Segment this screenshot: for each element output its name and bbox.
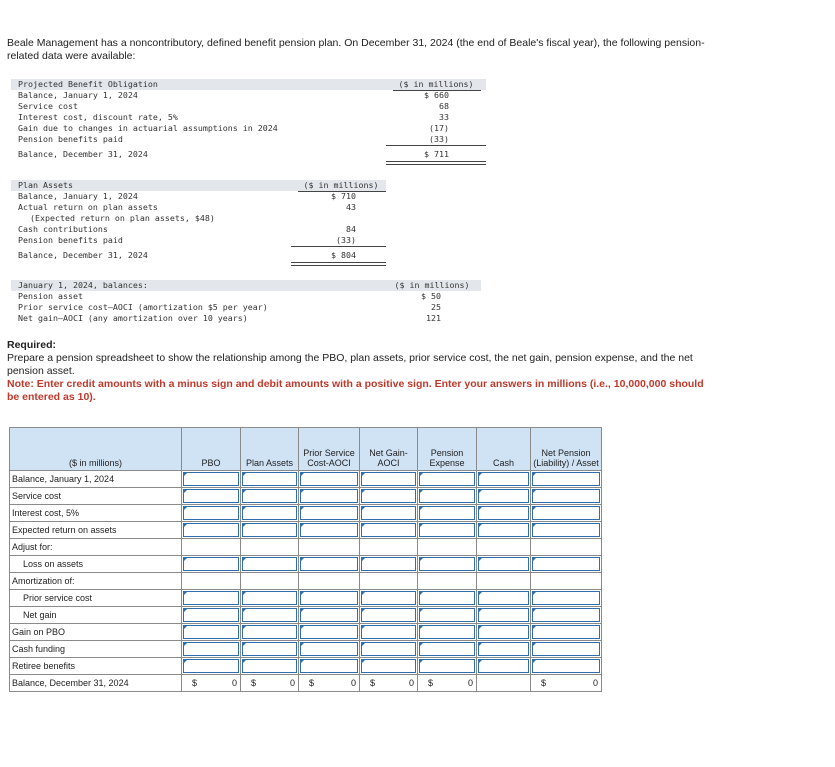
amount-input-cell[interactable]	[477, 641, 531, 658]
amount-input-cell[interactable]	[360, 556, 418, 573]
required-heading: Required:	[7, 339, 57, 351]
amount-input-cell[interactable]	[418, 590, 477, 607]
amount-input-cell[interactable]	[477, 607, 531, 624]
amount-input[interactable]	[419, 506, 475, 520]
pbo-unit-header: ($ in millions)	[398, 79, 474, 89]
amount-input[interactable]	[300, 472, 358, 486]
amount-input[interactable]	[419, 489, 475, 503]
plan-assets-row-value: 84	[346, 224, 356, 234]
currency-sign: $	[428, 678, 434, 688]
col-header-pbo: PBO	[182, 428, 241, 471]
pbo-row-value: $ 711	[424, 149, 449, 159]
pbo-row-value: 68	[439, 101, 449, 111]
amount-input[interactable]	[183, 523, 239, 537]
amount-input-cell[interactable]	[477, 556, 531, 573]
total-cell	[418, 675, 477, 692]
amount-input-cell[interactable]	[477, 505, 531, 522]
amount-input[interactable]	[300, 642, 358, 656]
total-cell	[299, 675, 360, 692]
row-label: Amortization of:	[10, 573, 182, 590]
col-header-prior-service-cost: Prior Service Cost-AOCI	[299, 428, 360, 471]
balances-row-label: Net gain—AOCI (any amortization over 10 years)	[18, 313, 248, 323]
amount-input-cell[interactable]	[360, 488, 418, 505]
total-cell	[531, 675, 602, 692]
currency-sign: $	[370, 678, 376, 688]
amount-input[interactable]	[478, 642, 529, 656]
table-row	[10, 573, 602, 590]
empty-cell	[477, 573, 531, 590]
amount-input-cell[interactable]	[299, 658, 360, 675]
amount-input-cell[interactable]	[531, 488, 602, 505]
balances-row-label: Prior service cost—AOCI (amortization $5 per year)	[18, 302, 268, 312]
plan-assets-row-label: Cash contributions	[18, 224, 108, 234]
amount-input-cell[interactable]	[418, 641, 477, 658]
amount-input-cell[interactable]	[418, 471, 477, 488]
amount-input-cell[interactable]	[418, 658, 477, 675]
empty-cell	[418, 539, 477, 556]
amount-input-cell[interactable]	[360, 590, 418, 607]
amount-input[interactable]	[419, 557, 475, 571]
col-header-net-gain: Net Gain-AOCI	[360, 428, 418, 471]
table-row	[10, 641, 602, 658]
amount-input-cell[interactable]	[477, 624, 531, 641]
amount-input-cell[interactable]	[477, 658, 531, 675]
amount-input-cell[interactable]	[299, 488, 360, 505]
total-cell	[477, 675, 531, 692]
amount-input-cell[interactable]	[531, 471, 602, 488]
amount-input-cell[interactable]	[477, 488, 531, 505]
amount-input[interactable]	[419, 625, 475, 639]
plan-assets-row-label: (Expected return on plan assets, $48)	[30, 213, 215, 223]
total-cell	[360, 675, 418, 692]
plan-assets-row-value: (33)	[336, 235, 356, 245]
row-label: Expected return on assets	[10, 522, 182, 539]
amount-input-cell[interactable]	[360, 471, 418, 488]
amount-input-cell[interactable]	[299, 624, 360, 641]
amount-input-cell[interactable]	[241, 556, 299, 573]
amount-input[interactable]	[478, 591, 529, 605]
amount-input-cell[interactable]	[182, 641, 241, 658]
amount-input[interactable]	[478, 506, 529, 520]
currency-sign: $	[251, 678, 257, 688]
amount-input-cell[interactable]	[299, 607, 360, 624]
amount-input[interactable]	[532, 642, 600, 656]
total-value: 0	[350, 678, 356, 688]
amount-input[interactable]	[183, 557, 239, 571]
row-label: Net gain	[10, 607, 182, 624]
table-row	[10, 505, 602, 522]
currency-sign: $	[309, 678, 315, 688]
amount-input-cell[interactable]	[182, 590, 241, 607]
total-value: 0	[592, 678, 598, 688]
empty-cell	[299, 539, 360, 556]
amount-input-cell[interactable]	[241, 658, 299, 675]
amount-input[interactable]	[183, 591, 239, 605]
col-header-pension-expense: Pension Expense	[418, 428, 477, 471]
amount-input-cell[interactable]	[241, 471, 299, 488]
plan-assets-row-label: Balance, December 31, 2024	[18, 250, 148, 260]
balances-row-value: 25	[431, 302, 441, 312]
amount-input[interactable]	[532, 659, 600, 673]
amount-input[interactable]	[242, 489, 297, 503]
amount-input[interactable]	[242, 608, 297, 622]
amount-input-cell[interactable]	[418, 505, 477, 522]
empty-cell	[477, 539, 531, 556]
amount-input-cell[interactable]	[531, 522, 602, 539]
amount-input[interactable]	[183, 625, 239, 639]
amount-input[interactable]	[242, 506, 297, 520]
empty-cell	[241, 539, 299, 556]
row-label: Balance, December 31, 2024	[10, 675, 182, 692]
total-value: 0	[231, 678, 237, 688]
amount-input[interactable]	[532, 506, 600, 520]
amount-input[interactable]	[361, 472, 416, 486]
amount-input[interactable]	[419, 472, 475, 486]
amount-input-cell[interactable]	[531, 641, 602, 658]
plan-assets-unit-header: ($ in millions)	[303, 180, 379, 190]
plan-assets-row-label: Pension benefits paid	[18, 235, 123, 245]
amount-input-cell[interactable]	[531, 556, 602, 573]
amount-input[interactable]	[532, 557, 600, 571]
row-label: Loss on assets	[10, 556, 182, 573]
amount-input[interactable]	[300, 506, 358, 520]
amount-input-cell[interactable]	[360, 624, 418, 641]
amount-input[interactable]	[242, 625, 297, 639]
amount-input-cell[interactable]	[241, 641, 299, 658]
row-label: Prior service cost	[10, 590, 182, 607]
empty-cell	[182, 539, 241, 556]
pension-spreadsheet	[9, 427, 602, 692]
amount-input[interactable]	[361, 523, 416, 537]
row-label: Gain on PBO	[10, 624, 182, 641]
total-value: 0	[467, 678, 473, 688]
pbo-title: Projected Benefit Obligation	[18, 79, 158, 89]
amount-input[interactable]	[183, 642, 239, 656]
amount-input-cell[interactable]	[477, 471, 531, 488]
balances-row-value: $ 50	[421, 291, 441, 301]
amount-input[interactable]	[478, 659, 529, 673]
amount-input[interactable]	[361, 625, 416, 639]
row-label: Adjust for:	[10, 539, 182, 556]
amount-input-cell[interactable]	[360, 522, 418, 539]
amount-input-cell[interactable]	[531, 658, 602, 675]
amount-input-cell[interactable]	[418, 522, 477, 539]
currency-sign: $	[541, 678, 547, 688]
amount-input[interactable]	[419, 523, 475, 537]
plan-assets-row-label: Actual return on plan assets	[18, 202, 158, 212]
pbo-row-value: $ 660	[424, 90, 449, 100]
amount-input[interactable]	[242, 523, 297, 537]
empty-cell	[531, 573, 602, 590]
amount-input[interactable]	[478, 557, 529, 571]
amount-input[interactable]	[361, 591, 416, 605]
amount-input[interactable]	[300, 557, 358, 571]
empty-cell	[241, 573, 299, 590]
row-label: Retiree benefits	[10, 658, 182, 675]
amount-input[interactable]	[419, 659, 475, 673]
empty-cell	[182, 573, 241, 590]
amount-input-cell[interactable]	[182, 624, 241, 641]
required-section	[7, 339, 707, 404]
table-row	[10, 658, 602, 675]
amount-input-cell[interactable]	[477, 522, 531, 539]
currency-sign: $	[192, 678, 198, 688]
amount-input[interactable]	[532, 523, 600, 537]
amount-input-cell[interactable]	[299, 641, 360, 658]
amount-input[interactable]	[478, 608, 529, 622]
amount-input[interactable]	[361, 608, 416, 622]
amount-input-cell[interactable]	[182, 556, 241, 573]
required-note: Note: Enter credit amounts with a minus sign and debit amounts with a positive sign. Enter your answers in millions (i.e., 10,000,000 should be entered as 10).	[7, 378, 704, 403]
pbo-row-label: Interest cost, discount rate, 5%	[18, 112, 178, 122]
amount-input-cell[interactable]	[182, 607, 241, 624]
amount-input-cell[interactable]	[241, 607, 299, 624]
pbo-row-value: 33	[439, 112, 449, 122]
empty-cell	[360, 573, 418, 590]
balances-row-value: 121	[426, 313, 441, 323]
amount-input-cell[interactable]	[360, 658, 418, 675]
amount-input-cell[interactable]	[241, 590, 299, 607]
amount-input[interactable]	[532, 489, 600, 503]
amount-input-cell[interactable]	[182, 471, 241, 488]
pbo-block	[11, 79, 491, 164]
amount-input[interactable]	[300, 625, 358, 639]
amount-input[interactable]	[361, 557, 416, 571]
amount-input[interactable]	[242, 659, 297, 673]
amount-input-cell[interactable]	[182, 522, 241, 539]
amount-input-cell[interactable]	[418, 624, 477, 641]
amount-input[interactable]	[183, 472, 239, 486]
pbo-row-label: Service cost	[18, 101, 78, 111]
amount-input-cell[interactable]	[299, 505, 360, 522]
table-row	[10, 471, 602, 488]
amount-input-cell[interactable]	[182, 488, 241, 505]
balances-unit-header: ($ in millions)	[394, 280, 470, 290]
amount-input[interactable]	[532, 591, 600, 605]
total-value: 0	[408, 678, 414, 688]
amount-input-cell[interactable]	[299, 471, 360, 488]
required-text: Prepare a pension spreadsheet to show the relationship among the PBO, plan assets, prior service cost, the net gain, pension expense, and the net pension asset.	[7, 352, 693, 377]
amount-input[interactable]	[361, 489, 416, 503]
amount-input[interactable]	[300, 523, 358, 537]
total-cell	[241, 675, 299, 692]
amount-input-cell[interactable]	[241, 488, 299, 505]
amount-input[interactable]	[300, 591, 358, 605]
amount-input-cell[interactable]	[241, 522, 299, 539]
row-label: Cash funding	[10, 641, 182, 658]
amount-input-cell[interactable]	[299, 556, 360, 573]
january-balances-block	[11, 280, 491, 325]
amount-input-cell[interactable]	[299, 522, 360, 539]
amount-input-cell[interactable]	[360, 607, 418, 624]
total-value: 0	[289, 678, 295, 688]
plan-assets-row-value: $ 804	[331, 250, 356, 260]
amount-input-cell[interactable]	[418, 488, 477, 505]
plan-assets-row-value: 43	[346, 202, 356, 212]
table-row	[10, 488, 602, 505]
empty-cell	[299, 573, 360, 590]
amount-input[interactable]	[361, 659, 416, 673]
empty-cell	[531, 539, 602, 556]
amount-input[interactable]	[300, 659, 358, 673]
table-row	[10, 539, 602, 556]
amount-input[interactable]	[183, 608, 239, 622]
amount-input-cell[interactable]	[418, 556, 477, 573]
col-header-net-pension: Net Pension (Liability) / Asset	[531, 428, 602, 471]
balances-row-label: Pension asset	[18, 291, 83, 301]
amount-input-cell[interactable]	[182, 658, 241, 675]
amount-input[interactable]	[478, 472, 529, 486]
amount-input[interactable]	[532, 472, 600, 486]
amount-input-cell[interactable]	[299, 590, 360, 607]
amount-input[interactable]	[183, 489, 239, 503]
amount-input-cell[interactable]	[360, 641, 418, 658]
row-label: Interest cost, 5%	[10, 505, 182, 522]
pbo-row-label: Pension benefits paid	[18, 134, 123, 144]
pbo-row-label: Gain due to changes in actuarial assumptions in 2024	[18, 123, 278, 133]
empty-cell	[360, 539, 418, 556]
amount-input-cell[interactable]	[531, 624, 602, 641]
amount-input[interactable]	[532, 625, 600, 639]
amount-input[interactable]	[478, 523, 529, 537]
balances-title: January 1, 2024, balances:	[18, 280, 148, 290]
table-row	[10, 675, 602, 692]
amount-input[interactable]	[300, 489, 358, 503]
amount-input[interactable]	[183, 506, 239, 520]
col-header-label: ($ in millions)	[10, 428, 182, 471]
amount-input[interactable]	[300, 608, 358, 622]
table-row	[10, 590, 602, 607]
amount-input-cell[interactable]	[531, 590, 602, 607]
amount-input-cell[interactable]	[182, 505, 241, 522]
table-row	[10, 522, 602, 539]
amount-input[interactable]	[419, 608, 475, 622]
pbo-row-label: Balance, December 31, 2024	[18, 149, 148, 159]
pbo-row-label: Balance, January 1, 2024	[18, 90, 138, 100]
amount-input[interactable]	[183, 659, 239, 673]
plan-assets-row-label: Balance, January 1, 2024	[18, 191, 138, 201]
amount-input[interactable]	[242, 557, 297, 571]
table-row	[10, 556, 602, 573]
amount-input[interactable]	[478, 489, 529, 503]
pbo-row-value: (17)	[429, 123, 449, 133]
amount-input-cell[interactable]	[418, 607, 477, 624]
plan-assets-title: Plan Assets	[18, 180, 73, 190]
amount-input[interactable]	[532, 608, 600, 622]
amount-input[interactable]	[419, 642, 475, 656]
row-label: Service cost	[10, 488, 182, 505]
amount-input-cell[interactable]	[241, 624, 299, 641]
col-header-cash: Cash	[477, 428, 531, 471]
total-cell	[182, 675, 241, 692]
amount-input-cell[interactable]	[477, 590, 531, 607]
table-row	[10, 607, 602, 624]
row-label: Balance, January 1, 2024	[10, 471, 182, 488]
amount-input-cell[interactable]	[241, 505, 299, 522]
plan-assets-row-value: $ 710	[331, 191, 356, 201]
amount-input[interactable]	[242, 472, 297, 486]
amount-input[interactable]	[361, 642, 416, 656]
table-row	[10, 624, 602, 641]
empty-cell	[418, 573, 477, 590]
amount-input-cell[interactable]	[531, 607, 602, 624]
col-header-plan-assets: Plan Assets	[241, 428, 299, 471]
amount-input[interactable]	[361, 506, 416, 520]
plan-assets-block	[11, 180, 391, 265]
amount-input-cell[interactable]	[360, 505, 418, 522]
intro-text: Beale Management has a noncontributory, defined benefit pension plan. On December 31, 2024 (the end of Beale's fiscal year), the following pension-related data were available:	[7, 37, 705, 62]
amount-input[interactable]	[478, 625, 529, 639]
amount-input[interactable]	[242, 642, 297, 656]
amount-input[interactable]	[242, 591, 297, 605]
amount-input-cell[interactable]	[531, 505, 602, 522]
pbo-row-value: (33)	[429, 134, 449, 144]
amount-input[interactable]	[419, 591, 475, 605]
